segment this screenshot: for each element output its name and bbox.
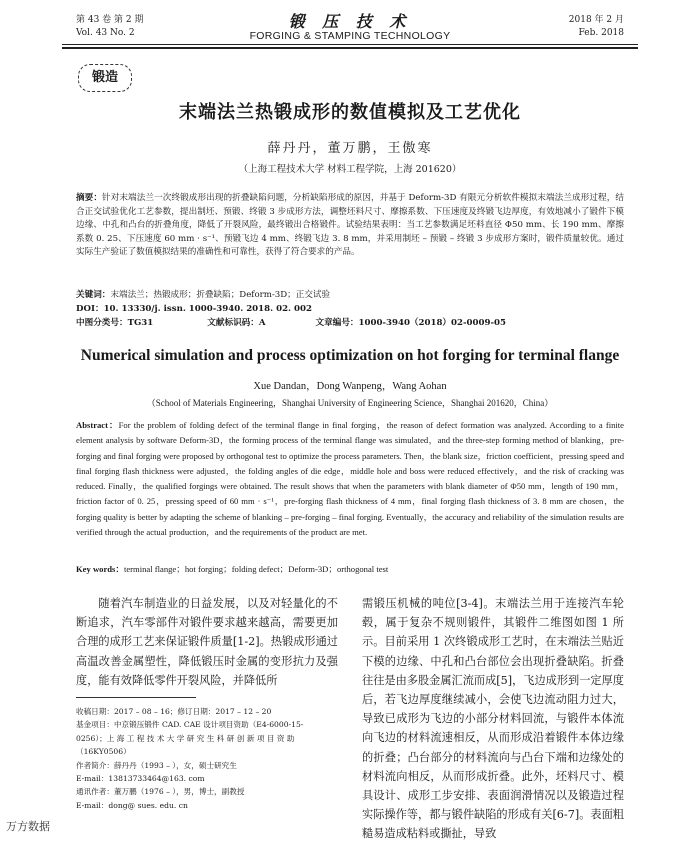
footnote-rule [76, 697, 196, 698]
authors-cn: 薛丹丹，董万鹏，王傲寒 [267, 141, 433, 156]
title-en: Numerical simulation and process optimization on hot forging for terminal flange [80, 347, 620, 364]
affiliation-cn: （上海工程技术大学 材料工程学院，上海 201620） [238, 164, 462, 175]
keywords-en-label: Key words： [76, 564, 124, 574]
clc-value: TG31 [127, 318, 154, 328]
footnote-fund-3: （16KY0506） [76, 747, 131, 757]
article-label: 文章编号： [315, 318, 359, 328]
volume-en: Vol. 43 No. 2 [76, 28, 135, 38]
journal-name-en: FORGING & STAMPING TECHNOLOGY [249, 30, 451, 42]
header-rule-thick [62, 47, 638, 49]
body-right-column: 需锻压机械的吨位[3-4]。末端法兰用于连接汽车轮毂，属于复杂不规则锻件，其锻件二维图如图 1 所示。目前采用 1 次终锻成形工艺时，在末端法兰贴近下模的边缘、中孔和凸台部位会出现折叠缺陷。折叠往往是由多股金属汇流而成[5]，飞边成形到一定厚度后，若飞边厚度继续减小，会使飞边流动阻力过大，导致已成形为飞边的小部分材料回流，与锻件本体流向飞边的材料流速相反，从而形成沿着锻件本体边缘的折叠；凸台部分的材料流向与凸台下端和边缘处的材料流向相反，从而形成折叠。此外，坯料尺寸、模具设计、成形工步安排、表面润滑情况以及锻造过程实际操作等，都与锻件缺陷的形成有关[6-7]。表面粗糙易造成粘料或撕扯，导致 [362, 597, 624, 841]
footnote-corresponding-email: E-mail：dong@ sues. edu. cn [76, 800, 188, 810]
header-rule-thin [62, 44, 638, 45]
title-cn: 末端法兰热锻成形的数值模拟及工艺优化 [179, 102, 521, 123]
footnote-email: E-mail：13813733464@163. com [76, 774, 205, 784]
footnote-fund-2: 0256）；上 海 工 程 技 术 大 学 研 究 生 科 研 创 新 项 目 资 助 [76, 733, 295, 743]
clc-label: 中图分类号： [76, 318, 128, 328]
abstract-en-label: Abstract： [76, 420, 119, 430]
doi-value: 10. 13330/j. issn. 1000-3940. 2018. 02. 002 [103, 304, 312, 314]
footnote-corresponding: 通讯作者：董万鹏（1976 – ），男，博士，副教授 [76, 787, 245, 797]
abstract-en-text: For the problem of folding defect of the terminal flange in final forging，the reason of defect formation was analyzed. According to a finite element analysis by software Deform-3D，the forming process of the terminal flange was simulated，and the three-step forming method of blanking，pre-forging and final forging were proposed by orthogonal test to optimize the process parameters. Then，the blank size，friction coefficient，pressing speed and final forging flash thickness were adjusted，the folding angles of die edge，middle hole and boss were reduced effectively，and the risk of cracking was reduced. Finally，the qualified forgings were obtained. The result shows that when the parameters with blank diameter of Φ50 mm，length of 190 mm，friction factor of 0. 25，pressing speed of 60 mm · s⁻¹，pre-forging flash thickness of 4 mm，final forging flash thickness of 3. 8 mm are chosen，the forging quality is better by adapting the scheme of blanking – pre-forging – final forging. Eventually，the accuracy and reliability of the simulation results are verified through the actual production，and the requirements of the product are met. [76, 420, 624, 538]
volume-cn: 第 43 卷 第 2 期 [76, 15, 144, 25]
abstract-cn-label: 摘要： [76, 193, 103, 203]
footnotes [76, 705, 338, 812]
affiliation-en: （School of Materials Engineering，Shanghai University of Engineering Science，Shanghai 201620，China） [146, 398, 554, 408]
keywords-cn [76, 289, 330, 302]
footnote-author: 作者简介：薛丹丹（1993 – ），女，硕士研究生 [76, 760, 237, 770]
date-en: Feb. 2018 [578, 28, 624, 38]
keywords-en-text: terminal flange；hot forging；folding defect；Deform-3D；orthogonal test [123, 564, 389, 574]
journal-name-cn: 锻 压 技 术 [288, 12, 412, 31]
date-cn: 2018 年 2 月 [568, 15, 624, 25]
watermark: 万方数据 [6, 820, 50, 833]
footnote-fund-1: 基金项目：中京锻压锻件 CAD. CAE 设计项目资助（E4-6000-15- [76, 720, 304, 730]
keywords-cn-text: 末端法兰；热锻成形；折叠缺陷；Deform-3D；正交试验 [110, 290, 331, 300]
footnote-received: 收稿日期：2017 – 08 – 16；修订日期：2017 – 12 – 20 [76, 707, 272, 716]
abstract-cn-text: 针对末端法兰一次终锻成形出现的折叠缺陷问题，分析缺陷形成的原因，并基于 Deform-3D 有限元分析软件模拟末端法兰成形过程，结合正交试验优化工艺参数，提出制坯、预锻、终锻 3 步成形方法，调整坯料尺寸、摩擦系数、下压速度及终锻飞边厚度，有效地减小了锻件下模边缘、中孔和凸台的折叠角度，降低了开裂风险，最终锻出合格锻件。试验结果表明：当工艺参数满足坯料直径 Φ50 mm、长 190 mm、摩擦系数 0. 25、下压速度 60 mm · s⁻¹、预锻飞边 4 mm、终锻飞边 3. 8 mm，并采用制坯 – 预锻 – 终锻 3 步成形方案时，锻件质量较优。通过实际生产验证了数值模拟结果的准确性和可靠性，获得了符合要求的产品。 [76, 193, 624, 258]
classification-line [76, 317, 624, 330]
section-tag: 锻造 [78, 64, 132, 92]
article-value: 1000-3940（2018）02-0009-05 [358, 318, 506, 328]
keywords-en [76, 562, 624, 577]
code-value: A [258, 318, 266, 328]
keywords-cn-label: 关键词： [76, 290, 111, 300]
authors-en: Xue Dandan，Dong Wanpeng，Wang Aohan [253, 381, 447, 392]
doi [76, 303, 312, 316]
doi-label: DOI： [76, 304, 104, 314]
abstract-cn [76, 192, 624, 260]
body-left-column: 随着汽车制造业的日益发展，以及对轻量化的不断追求，汽车零部件对锻件要求越来越高，需要更加合理的成形工艺来保证锻件质量[1-2]。热锻成形通过高温改善金属塑性，降低锻压时金属的变形抗力及强度，能有效降低零件开裂风险，并降低所 [76, 597, 338, 687]
code-label: 文献标识码： [207, 318, 259, 328]
abstract-en [76, 418, 624, 540]
